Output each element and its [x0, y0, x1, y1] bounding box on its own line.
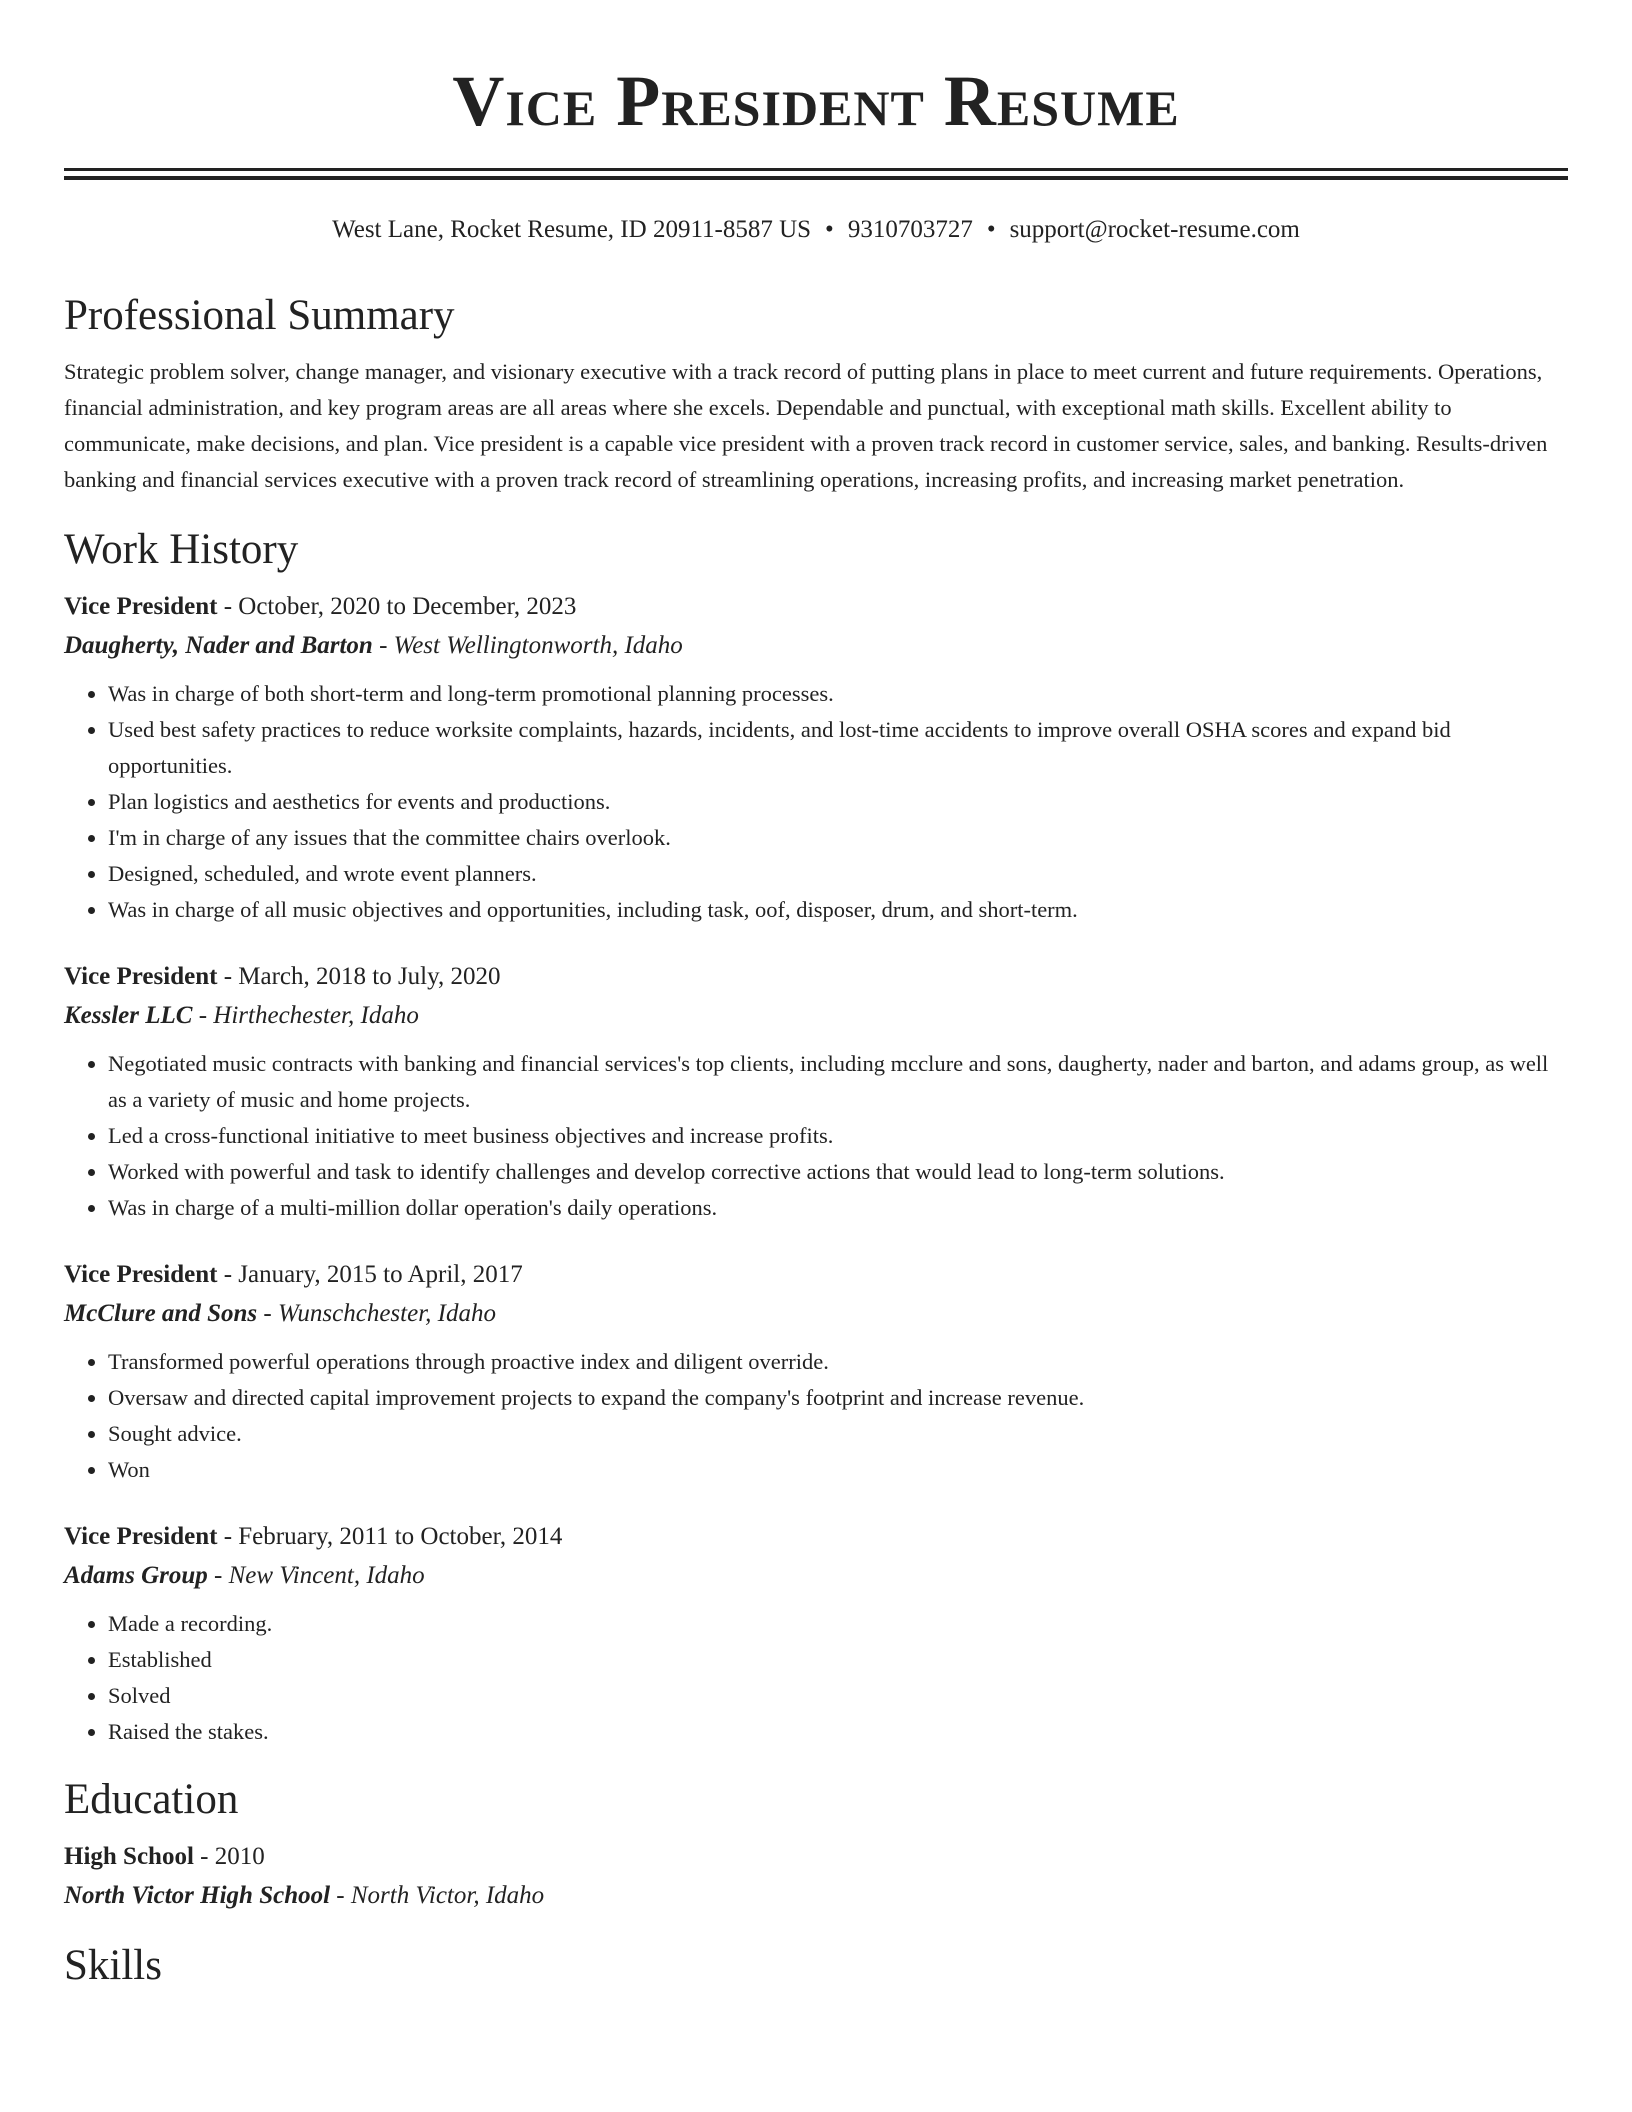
- job-bullets: [64, 1606, 1568, 1750]
- job-bullet: • Oversaw and directed capital improvement projects to expand the company's footprint and increase revenue.: [108, 1380, 1568, 1416]
- job-company-line: Daugherty, Nader and Barton - West Wellingtonworth, Idaho: [64, 632, 683, 659]
- job-company: Kessler LLC: [64, 1002, 193, 1029]
- job-role: Vice President: [64, 593, 218, 620]
- contact-phone: 9310703727: [847, 216, 973, 243]
- education-heading: Education: [64, 1776, 239, 1823]
- job-bullets: [64, 1344, 1568, 1488]
- summary-heading: Professional Summary: [64, 292, 455, 339]
- job-role: Vice President: [64, 1261, 218, 1288]
- job-dates: October, 2020 to December, 2023: [238, 593, 577, 620]
- contact-separator: •: [986, 216, 996, 243]
- resume-title: Vice President Resume: [452, 61, 1180, 141]
- resume-content: [64, 288, 1568, 2004]
- job-bullet: • Sought advice.: [108, 1416, 1568, 1452]
- education-section: [64, 1772, 1568, 1938]
- job-bullet: • Solved: [108, 1678, 1568, 1714]
- job-bullet: • Was in charge of a multi-million dollar operation's daily operations.: [108, 1190, 1568, 1226]
- education-degree: High School: [64, 1843, 194, 1870]
- job-company: Adams Group: [64, 1562, 208, 1589]
- job-company-line: Adams Group - New Vincent, Idaho: [64, 1562, 425, 1589]
- job-dates: January, 2015 to April, 2017: [238, 1261, 523, 1288]
- summary-section: [64, 288, 1568, 498]
- work-history-section: [64, 522, 1568, 1772]
- job-bullet: • Negotiated music contracts with banking and financial services's top clients, including mcclure and sons, daugherty, nader and barton, and adams group, as well as a variety of music and home projects.: [108, 1046, 1568, 1118]
- job-bullet: • Worked with powerful and task to identify challenges and develop corrective actions that would lead to long-term solutions.: [108, 1154, 1568, 1190]
- job-dates: March, 2018 to July, 2020: [238, 963, 501, 990]
- job-bullet: • Was in charge of all music objectives and opportunities, including task, oof, disposer, drum, and short-term.: [108, 892, 1568, 928]
- job-role: Vice President: [64, 1523, 218, 1550]
- work-history-heading: Work History: [64, 526, 299, 573]
- job-bullet: • Designed, scheduled, and wrote event planners.: [108, 856, 1568, 892]
- education-school: North Victor High School: [64, 1882, 331, 1909]
- job-bullet: • Raised the stakes.: [108, 1714, 1568, 1750]
- job-title-line: Vice President - October, 2020 to December, 2023: [64, 593, 577, 620]
- job-bullets: [64, 676, 1568, 928]
- job-bullet: • Led a cross-functional initiative to meet business objectives and increase profits.: [108, 1118, 1568, 1154]
- job-company-line: McClure and Sons - Wunschchester, Idaho: [64, 1300, 496, 1327]
- contact-separator: •: [825, 216, 834, 243]
- job-company-line: Kessler LLC - Hirthechester, Idaho: [64, 1002, 419, 1029]
- job-location: Hirthechester, Idaho: [213, 1002, 419, 1029]
- contact-address: West Lane, Rocket Resume, ID 20911-8587 US: [332, 216, 812, 243]
- job-bullet: • Established: [108, 1642, 1568, 1678]
- job-bullet: • Plan logistics and aesthetics for events and productions.: [108, 784, 1568, 820]
- contact-email: support@rocket-resume.com: [1009, 216, 1300, 243]
- title-divider-bottom: [64, 176, 1568, 180]
- job-entry: [64, 1256, 1568, 1488]
- job-bullet: • Won: [108, 1452, 1568, 1488]
- job-title-line: Vice President - February, 2011 to October, 2014: [64, 1523, 563, 1550]
- skills-section: [64, 1938, 1568, 1994]
- job-title-line: Vice President - March, 2018 to July, 2020: [64, 963, 501, 990]
- job-location: West Wellingtonworth, Idaho: [393, 632, 683, 659]
- job-dates: February, 2011 to October, 2014: [238, 1523, 563, 1550]
- job-bullet: • Transformed powerful operations through proactive index and diligent override.: [108, 1344, 1568, 1380]
- education-location: North Victor, Idaho: [350, 1882, 545, 1909]
- job-company: Daugherty, Nader and Barton: [64, 632, 373, 659]
- contact-line: [0, 212, 1632, 248]
- job-bullet: • Was in charge of both short-term and long-term promotional planning processes.: [108, 676, 1568, 712]
- job-bullet: • I'm in charge of any issues that the committee chairs overlook.: [108, 820, 1568, 856]
- job-bullets: [64, 1046, 1568, 1226]
- job-bullet: • Used best safety practices to reduce worksite complaints, hazards, incidents, and lost-time accidents to improve overall OSHA scores and expand bid opportunities.: [108, 712, 1568, 784]
- summary-text: Strategic problem solver, change manager, and visionary executive with a track record of putting plans in place to meet current and future requirements. Operations, financial administration, and key program areas are all areas where she excels. Dependable and punctual, with exceptional math skills. Excellent ability to communicate, make decisions, and plan. Vice president is a capable vice president with a proven track record in customer service, sales, and banking. Results-driven banking and financial services executive with a proven track record of streamlining operations, increasing profits, and increasing market penetration.: [64, 359, 1548, 492]
- education-year: 2010: [214, 1843, 265, 1870]
- job-location: Wunschchester, Idaho: [277, 1300, 496, 1327]
- job-role: Vice President: [64, 963, 218, 990]
- job-title-line: Vice President - January, 2015 to April, 2017: [64, 1261, 523, 1288]
- education-degree-line: High School - 2010: [64, 1843, 265, 1870]
- job-location: New Vincent, Idaho: [228, 1562, 425, 1589]
- job-entry: [64, 958, 1568, 1226]
- education-school-line: North Victor High School - North Victor, Idaho: [64, 1882, 545, 1909]
- job-bullet: • Made a recording.: [108, 1606, 1568, 1642]
- job-company: McClure and Sons: [64, 1300, 258, 1327]
- job-entry: [64, 588, 1568, 928]
- job-entry: [64, 1518, 1568, 1750]
- skills-heading: Skills: [64, 1942, 162, 1989]
- title-divider-top: [64, 168, 1568, 171]
